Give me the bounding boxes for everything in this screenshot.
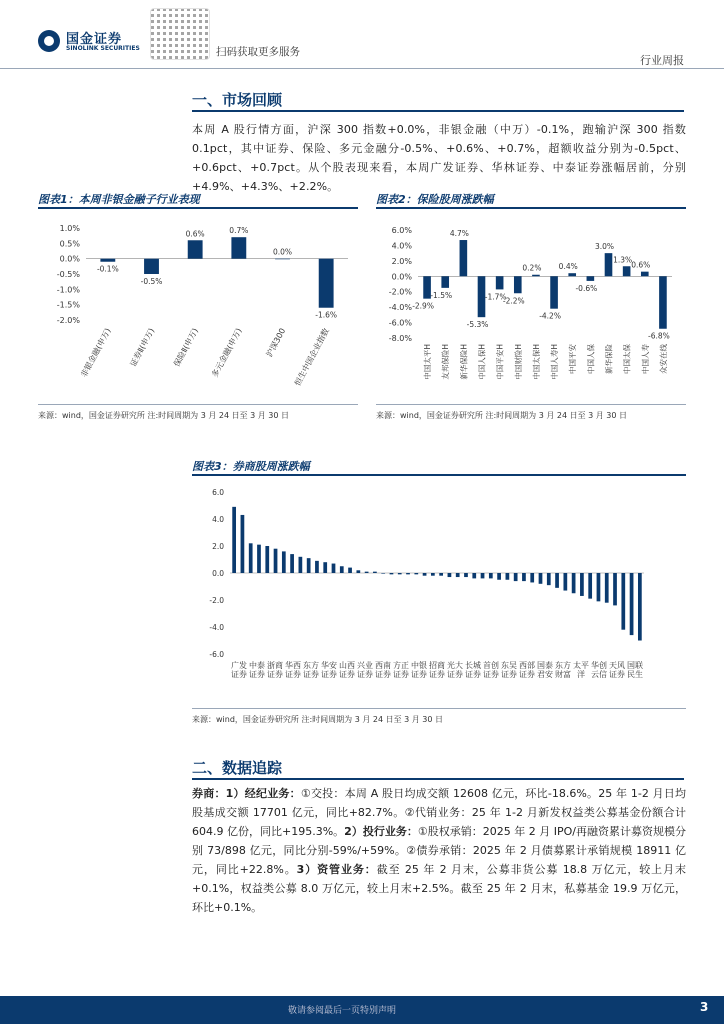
chart3 <box>192 478 686 706</box>
bar <box>307 558 311 573</box>
bar <box>530 573 534 582</box>
x-tick-label: 华西证券 <box>285 661 301 679</box>
am-text: 截至 25 年 2 月末，公募非货公募 18.8 万亿元，较上月末+0.1%，权益类公募 8.0 万亿元，较上月末+2.5%。截至 25 年 2 月末，私募基金 19.9 万亿元，环比+0.1%。 <box>192 863 686 914</box>
x-tick-label: 中国平安H <box>495 344 505 380</box>
bar <box>550 276 558 308</box>
y-tick-label: -4.0 <box>209 623 224 632</box>
x-tick-label: 光大证券 <box>447 661 463 679</box>
data-label: 0.7% <box>229 226 249 236</box>
ib-label: 2）投行业务： <box>344 825 418 838</box>
data-label: 0.4% <box>558 262 578 272</box>
bar <box>275 259 290 260</box>
section-title-data: 二、数据追踪 <box>192 759 283 777</box>
bar <box>572 573 576 593</box>
section-underline <box>192 110 684 112</box>
y-tick-label: -2.0 <box>209 596 224 605</box>
x-tick-label: 中银证券 <box>411 661 427 679</box>
bar <box>588 573 592 599</box>
data-label: 4.7% <box>449 229 469 239</box>
y-tick-label: -8.0% <box>388 334 412 343</box>
y-tick-label: -4.0% <box>388 303 412 313</box>
data-label: -1.7% <box>484 292 507 302</box>
market-paragraph: 本周 A 股行情方面，沪深 300 指数+0.0%，非银金融（中万）-0.1%，跑输沪深 300 指数 0.1pct，其中证券、保险、多元金融分-0.5%、+0.6%、+0.7%，超额收益分别为-0.5pct、+0.6pct、+0.7pct。从个股表现来看，本周广发证券、华林证券、中泰证券涨幅居前，分别+4.9%、+4.3%、+2.2%。 <box>192 123 686 193</box>
x-tick-label: 中国财险H <box>513 344 523 380</box>
bar <box>299 557 303 573</box>
y-tick-label: -1.5% <box>56 300 80 310</box>
y-tick-label: 6.0 <box>212 488 224 497</box>
bar <box>472 573 476 578</box>
y-tick-label: 4.0% <box>391 241 412 251</box>
data-label: -0.5% <box>140 277 163 286</box>
x-tick-label: 多元金融(申万) <box>210 326 244 379</box>
x-tick-label: 兴业证券 <box>357 661 373 679</box>
data-label: -2.9% <box>412 301 434 311</box>
x-tick-label: 中国太平H <box>423 344 433 380</box>
y-tick-label: 0.0 <box>212 569 224 578</box>
bar <box>497 573 501 580</box>
x-tick-label: 西南证券 <box>375 661 391 679</box>
qr-caption: 扫码获取更多服务 <box>216 46 300 58</box>
x-tick-label: 新华保险 <box>604 344 614 374</box>
y-tick-label: 2.0% <box>391 256 412 266</box>
data-label: 3.0% <box>594 242 615 252</box>
page-number: 3 <box>700 1000 709 1014</box>
logo-cn: 国金证券 <box>66 32 123 47</box>
doc-type: 行业周报 <box>640 54 684 67</box>
figure3-source: 来源：wind，国金证券研究所 注:时间周期为 3 月 24 日至 3 月 30 日 <box>192 715 444 724</box>
x-tick-label: 华安证券 <box>321 661 337 679</box>
y-tick-label: 0.0% <box>59 254 80 264</box>
data-label: -4.2% <box>539 311 561 321</box>
x-tick-label: 东方证券 <box>303 661 319 679</box>
section-underline-2 <box>192 778 684 780</box>
data-label: -1.5% <box>430 290 453 300</box>
bar <box>241 515 245 573</box>
bar <box>282 551 286 573</box>
bar <box>605 573 609 603</box>
x-tick-label: 中国人保H <box>477 344 487 380</box>
data-label: -1.6% <box>315 310 338 320</box>
bar <box>249 543 253 573</box>
x-tick-label: 中国太保 <box>622 344 632 374</box>
bar <box>373 572 377 573</box>
bar <box>100 259 115 262</box>
bar <box>489 573 493 578</box>
ib-text: ①股权承销：2025 年 2 月 IPO/再融资累计募资规模分别 73/898 亿元，同比分别-59%/+59%。②债券承销：2025 年 2 月债募累计承销规模 18911 亿元，同比+22.8%。 <box>192 825 686 876</box>
bar <box>448 573 452 577</box>
x-tick-label: 中国人寿H <box>550 344 560 380</box>
x-tick-label: 太平洋 <box>573 661 589 679</box>
x-tick-label: 新华保险H <box>459 344 469 380</box>
y-tick-label: -6.0% <box>388 318 412 328</box>
x-tick-label: 华创云信 <box>591 661 607 679</box>
bar <box>315 561 319 573</box>
x-tick-label: 东吴证券 <box>501 661 517 679</box>
logo-icon <box>38 30 60 52</box>
bar <box>522 573 526 581</box>
x-tick-label: 东方财富 <box>555 661 571 679</box>
data-label: 0.6% <box>185 229 205 239</box>
figure2-source: 来源：wind，国金证券研究所 注:时间周期为 3 月 24 日至 3 月 30 日 <box>376 411 628 420</box>
bar <box>348 568 352 573</box>
x-tick-label: 长城证券 <box>465 661 481 679</box>
x-tick-label: 非银金融(申万) <box>79 326 113 379</box>
y-tick-label: 1.0% <box>59 224 80 233</box>
brokerage-text: ①交投：本周 A 股日均成交额 12608 亿元，环比-18.6%。25 年 1-2 月日均股基成交额 17701 亿元，同比+82.7%。②代销业务：25 年 1-2 月新发权益类公募基金份额合计 604.9 亿份，同比+195.3%。 <box>192 787 687 838</box>
data-label: 0.2% <box>522 263 542 273</box>
bar <box>231 237 246 258</box>
bar <box>423 573 427 576</box>
bar <box>496 276 504 289</box>
bar <box>265 546 269 573</box>
bar <box>406 573 410 574</box>
bar <box>659 276 667 328</box>
x-tick-label: 国泰君安 <box>537 661 553 679</box>
x-tick-label: 中国太保H <box>531 344 541 380</box>
x-tick-label: 中泰证券 <box>249 661 265 679</box>
x-tick-label: 天风证券 <box>609 661 625 679</box>
figure2-title: 图表2：保险股周涨跌幅 <box>376 193 494 206</box>
bar <box>547 573 551 585</box>
bar <box>580 573 584 596</box>
y-tick-label: 6.0% <box>391 226 412 235</box>
bar <box>563 573 567 591</box>
figure2-source-rule <box>376 404 686 405</box>
footer-disclaimer: 敬请参阅最后一页特别声明 <box>288 1006 397 1016</box>
data-label: -5.3% <box>466 320 489 330</box>
figure3-source-rule <box>192 708 686 709</box>
bar <box>514 573 518 581</box>
x-tick-label: 广发证券 <box>231 661 247 679</box>
data-label: 0.0% <box>272 247 293 257</box>
data-label: -6.8% <box>648 331 670 341</box>
x-tick-label: 证券Ⅱ(申万) <box>128 326 157 369</box>
x-tick-label: 保险Ⅱ(申万) <box>172 326 200 369</box>
bar <box>232 507 236 573</box>
x-tick-label: 浙商证券 <box>267 661 283 679</box>
chart2 <box>376 212 686 402</box>
figure1-title: 图表1：本周非银金融子行业表现 <box>38 193 200 206</box>
x-tick-label: 众安在线 <box>658 344 668 374</box>
data-label: -2.2% <box>502 296 525 306</box>
bar <box>641 272 649 277</box>
bar <box>456 573 460 577</box>
bar <box>319 259 334 308</box>
x-tick-label: 山西证券 <box>339 661 355 679</box>
x-tick-label: 方正证券 <box>393 661 409 679</box>
bar <box>290 554 294 573</box>
figure1-source-rule <box>38 404 358 405</box>
y-tick-label: -1.0% <box>56 285 80 295</box>
y-tick-label: 2.0 <box>212 542 224 551</box>
bar <box>587 276 595 281</box>
bar <box>340 566 344 573</box>
header-divider <box>0 68 724 69</box>
bar <box>356 570 360 573</box>
bar <box>506 573 510 580</box>
bar <box>539 573 543 584</box>
figure1-source: 来源：wind，国金证券研究所 注:时间周期为 3 月 24 日至 3 月 30 日 <box>38 411 290 420</box>
company-logo <box>38 28 142 56</box>
figure3-title-rule <box>192 474 686 476</box>
bar <box>439 573 443 576</box>
x-tick-label: 恒生中国企业指数 <box>292 326 331 388</box>
chart1 <box>38 212 358 402</box>
figure1-title-rule <box>38 207 358 209</box>
data-label: 1.3% <box>613 255 633 265</box>
bar <box>638 573 642 641</box>
data-label: -0.6% <box>575 283 598 293</box>
section-title-market: 一、市场回顾 <box>192 91 283 109</box>
qr-code-icon[interactable] <box>150 8 210 60</box>
lead-label: 券商： <box>192 787 226 800</box>
bar <box>431 573 435 576</box>
x-tick-label: 国联民生 <box>627 661 643 679</box>
am-label: 3）资管业务： <box>296 863 377 876</box>
bar <box>323 562 327 573</box>
bar <box>460 240 468 276</box>
bar <box>257 545 261 573</box>
y-tick-label: 4.0 <box>212 515 224 524</box>
bar <box>144 259 159 274</box>
data-label: -0.1% <box>96 264 119 274</box>
x-tick-label: 中国平安 <box>568 344 578 374</box>
bar <box>441 276 449 288</box>
bar <box>568 273 576 276</box>
x-tick-label: 友邦保险H <box>441 344 451 380</box>
bar <box>274 549 278 573</box>
bar <box>365 572 369 573</box>
bar <box>597 573 601 601</box>
x-tick-label: 首创证券 <box>483 661 499 679</box>
bar <box>621 573 625 630</box>
x-tick-label: 西部证券 <box>519 661 535 679</box>
y-tick-label: -2.0% <box>388 287 412 297</box>
bar <box>555 573 559 588</box>
bar <box>630 573 634 635</box>
y-tick-label: -6.0 <box>209 650 224 659</box>
brokerage-label: 1）经纪业务： <box>225 787 301 800</box>
bar <box>332 564 336 573</box>
x-tick-label: 中国人保 <box>586 344 596 374</box>
bar <box>188 240 203 258</box>
data-paragraph <box>192 784 686 917</box>
figure2-title-rule <box>376 207 686 209</box>
bar <box>398 573 402 574</box>
y-tick-label: -0.5% <box>56 270 80 279</box>
x-tick-label: 中国人寿 <box>640 344 650 374</box>
bar <box>514 276 522 293</box>
logo-en: SINOLINK SECURITIES <box>66 45 140 52</box>
y-tick-label: 0.0% <box>391 272 412 282</box>
y-tick-label: 0.5% <box>59 239 80 249</box>
figure3-title: 图表3：券商股周涨跌幅 <box>192 460 310 473</box>
bar <box>390 573 394 574</box>
bar <box>613 573 617 605</box>
y-tick-label: -2.0% <box>56 316 80 325</box>
data-label: 0.6% <box>631 260 651 270</box>
x-tick-label: 沪深300 <box>264 326 288 359</box>
bar <box>605 253 613 276</box>
bar <box>481 573 485 578</box>
bar <box>623 266 631 276</box>
bar <box>464 573 468 577</box>
bar <box>381 573 385 574</box>
x-tick-label: 招商证券 <box>429 661 445 679</box>
bar <box>414 573 418 574</box>
bar <box>532 275 540 277</box>
